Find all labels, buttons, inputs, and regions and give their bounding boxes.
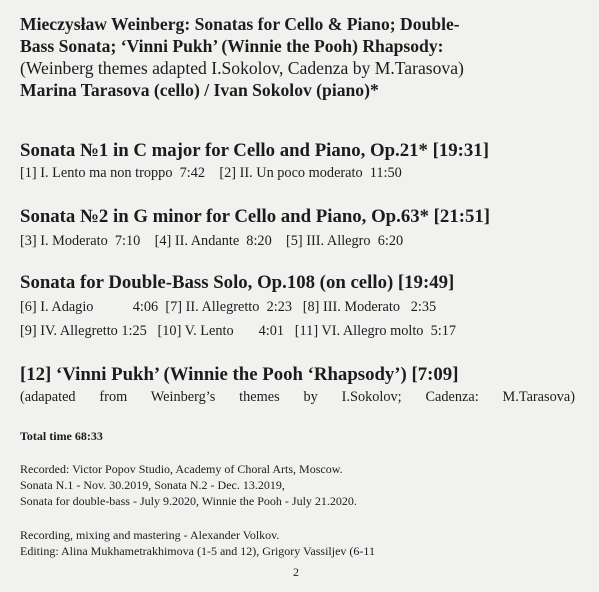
header-title-line-1: Mieczysław Weinberg: Sonatas for Cello & Piano; Double- bbox=[20, 14, 460, 34]
credits-production-line-2: Editing: Alina Mukhametrakhimova (1-5 and 12), Grigory Vassiljev (6-11 bbox=[20, 544, 375, 558]
sonata-2-tracks: [3] I. Moderato 7:10 [4] II. Andante 8:20 [5] III. Allegro 6:20 bbox=[20, 233, 404, 249]
sonata-1-title: Sonata №1 in C major for Cello and Piano, Op.21* [19:31] bbox=[20, 140, 489, 161]
vinni-pukh-note: (adapated from Weinberg’s themes by I.Sokolov; Cadenza: M.Tarasova) bbox=[20, 389, 575, 405]
credits-production-line-1: Recording, mixing and mastering - Alexander Volkov. bbox=[20, 528, 280, 542]
credits-recorded-line-1: Recorded: Victor Popov Studio, Academy of Choral Arts, Moscow. bbox=[20, 462, 343, 476]
header-performers: Marina Tarasova (cello) / Ivan Sokolov (piano)* bbox=[20, 80, 379, 100]
page-number: 2 bbox=[293, 565, 299, 579]
sonata-2-title: Sonata №2 in G minor for Cello and Piano, Op.63* [21:51] bbox=[20, 206, 491, 227]
header-subtitle: (Weinberg themes adapted I.Sokolov, Cadenza by M.Tarasova) bbox=[20, 58, 464, 78]
sonata-1-tracks: [1] I. Lento ma non troppo 7:42 [2] II. Un poco moderato 11:50 bbox=[20, 165, 402, 181]
total-time: Total time 68:33 bbox=[20, 429, 103, 443]
credits-recorded-line-3: Sonata for double-bass - July 9.2020, Winnie the Pooh - July 21.2020. bbox=[20, 494, 357, 508]
album-header bbox=[20, 13, 585, 101]
double-bass-sonata-title: Sonata for Double-Bass Solo, Op.108 (on cello) [19:49] bbox=[20, 272, 455, 293]
double-bass-sonata-tracks-2: [9] IV. Allegretto 1:25 [10] V. Lento 4:01 [11] VI. Allegro molto 5:17 bbox=[20, 323, 457, 339]
vinni-pukh-title: [12] ‘Vinni Pukh’ (Winnie the Pooh ‘Rhapsody’) [7:09] bbox=[20, 364, 459, 385]
double-bass-sonata-tracks-1: [6] I. Adagio 4:06 [7] II. Allegretto 2:23 [8] III. Moderato 2:35 bbox=[20, 299, 437, 315]
credits-recorded-line-2: Sonata N.1 - Nov. 30.2019, Sonata N.2 - Dec. 13.2019, bbox=[20, 478, 285, 492]
header-title-line-2: Bass Sonata; ‘Vinni Pukh’ (Winnie the Pooh) Rhapsody: bbox=[20, 36, 444, 56]
